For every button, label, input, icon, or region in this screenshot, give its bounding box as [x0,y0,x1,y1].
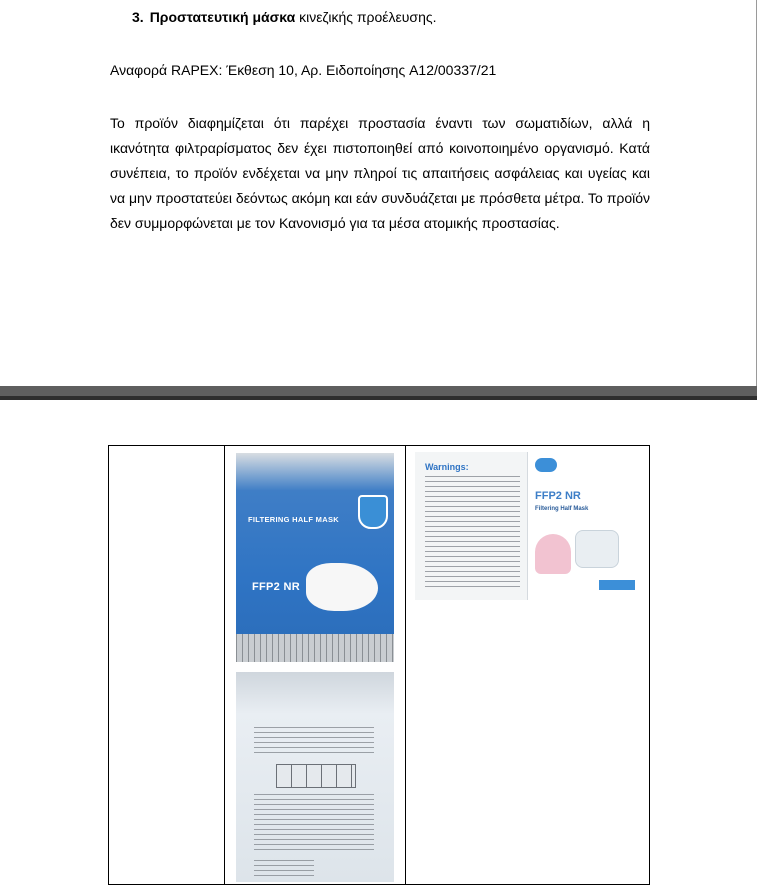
photo-mask-package-front [236,453,394,662]
brand-logo-icon [535,458,557,472]
printed-instructions [254,727,374,757]
package-label-main: FILTERING HALF MASK [248,515,339,524]
photo-mask-package-back [236,672,394,882]
box-front-face [527,452,640,600]
shield-logo-icon [358,495,388,529]
measuring-ruler [236,634,394,662]
section-title-bold: Προστατευτική μάσκα [149,9,296,25]
manufacturer-info [254,860,314,876]
page-separator [0,386,757,400]
box-bottom-badge [599,580,635,590]
product-description: Το προϊόν διαφημίζεται ότι παρέχει προστασία έναντι των σωματιδίων, αλλά η ικανότητα φιλτραρίσματος δεν έχει πιστοποιηθεί από κοινοποιημένο οργανισμό. Κατά συνέπεια, το προϊόν ενδέχεται να μην πληροί τις απαιτήσεις ασφάλειας και υγείας και να μην προστατεύει δεόντως ακόμη και εάν συνδυάζεται με πρόσθετα μέτρα. Το προϊόν δεν συμμορφώνεται με τον Κανονισμό για τα μέσα ατομικής προστασίας. [110,115,650,231]
box-warnings-title: Warnings: [425,462,469,472]
package-label-ffp: FFP2 NR [252,581,300,593]
mask-image [306,563,378,611]
section-title-rest: κινεζικής προέλευσης. [295,9,437,25]
table-divider-2 [405,446,406,884]
box-warning-text [425,476,520,588]
photo-mask-box [415,452,640,600]
box-ffp-label: FFP2 NR [535,490,581,502]
product-photo-table [108,445,650,885]
section-heading [132,9,437,25]
printed-specifications [254,794,374,854]
box-subtitle: Filtering Half Mask [535,506,589,512]
table-divider-1 [224,446,225,884]
section-number: 3. [132,9,144,25]
fitting-diagram [276,764,356,788]
deer-illustration [575,530,619,568]
rapex-reference: Αναφορά RAPEX: Έκθεση 10, Αρ. Ειδοποίησης A12/00337/21 [110,62,497,78]
child-illustration [535,534,571,574]
document-page-upper [0,0,757,386]
